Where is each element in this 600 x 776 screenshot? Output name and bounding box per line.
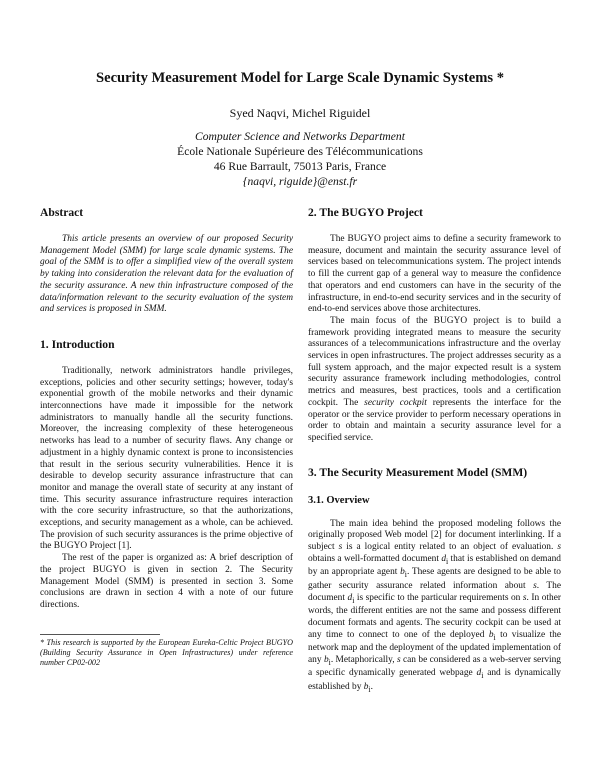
affiliation-email: {naqvi, riguide}@enst.fr	[242, 175, 358, 188]
abstract-text: This article presents an overview of our proposed Security Management Model (SMM) for large scale dynamic systems. The goal of the SMM is to offer a simplified view of the overall system by taking into consideration the relevant data for the evaluation of the security assurance. A new thin infrastructure composed of the data/information relevant to the security evaluation of the system and services is proposed in SMM.	[40, 234, 293, 315]
abstract-heading: Abstract	[40, 206, 84, 219]
right-column	[308, 206, 561, 696]
introduction-heading: 1. Introduction	[40, 337, 115, 351]
bugyo-paragraph: The BUGYO project aims to define a security framework to measure, document and maintain the security assurance level of services based on telecommunications system. The project intends to fill the current gap of a general way to measure the confidence that operators and end customers can have in the security of the infrastructure, in end-to-end security services and in the security of end-to-end services above those architectures.	[308, 234, 561, 315]
left-column	[40, 206, 293, 668]
affiliation-department: Computer Science and Networks Department	[195, 130, 405, 143]
bugyo-section	[308, 206, 561, 445]
introduction-paragraph: Traditionally, network administrators handle privileges, exceptions, policies and other security settings; however, today's exponential growth of the mobile networks and their dynamic interconnections have made it impossible for the network administrators to manually handle all the security functions. Moreover, the increasing complexity of these heterogeneous networks has lead to a number of security flaws. Any change or adjustment in a highly dynamic context is prone to inconsistencies that result in the serious security vulnerabilities. Hence it is desirable to develop security assurance infrastructure that can monitor and manage the overall state of security at any instant of time. This security assurance infrastructure requires interaction with the core security infrastructure, so that the authorizations, exceptions, and security management as a whole, can be achieved. The provision of such security assurances is the prime objective of the BUGYO Project [1].	[40, 365, 293, 552]
bugyo-paragraph: The main focus of the BUGYO project is to build a framework providing integrated means to measure the security assurances of a telecommunications infrastructure and the overlay services in open infrastructures. The project addresses security as a full system approach, and the major expected result is a system security assurance framework including methodologies, control metrics and measures, best practices, tools and a certification cockpit. The security cockpit represents the interface for the operator or the service provider to perform necessary operations in order to obtain and maintain a security assurance level for a specified service.	[308, 315, 561, 443]
footnote: * This research is supported by the European Eureka-Celtic Project BUGYO (Building Security Assurance in Open Infrastructures) under reference number CP02-002	[40, 637, 293, 667]
smm-section	[308, 466, 561, 696]
smm-overview-paragraph: The main idea behind the proposed modeling follows the originally proposed Web model [2] for document interlinking. If a subject s is a logical entity related to an object of evaluation. s obtains a well-formatted document $d_i$ that is established on demand by an appropriate agent $b_i$. These agents are designed to be able to gather security assurance related information about s. The document $d_i$ is specific to the particular requirements on s. In other words, the different entities are not the same and possess different document formats and agents. The security cockpit can be used at any time to connect to one of the deployed $b_i$ to visualize the network map and the deployment of the updated implementation of any $b_i$. Metaphorically, s can be considered as a web-server serving a specific dynamically generated webpage $d_i$ and is dynamically established by $b_i$.	[308, 518, 562, 694]
affiliation	[40, 129, 560, 189]
introduction-paragraph: The rest of the paper is organized as: A brief description of the project BUGYO is given in section 2. The Security Management Model (SMM) is presented in section 3. Some conclusions are drawn in section 4 with a note of our future directions.	[40, 553, 293, 610]
bugyo-heading: 2. The BUGYO Project	[308, 206, 423, 219]
introduction-section	[40, 338, 293, 612]
footnote-divider	[40, 634, 160, 635]
paper-authors: Syed Naqvi, Michel Riguidel	[229, 106, 371, 120]
smm-overview-heading: 3.1. Overview	[308, 494, 370, 506]
paper-title: Security Measurement Model for Large Scale Dynamic Systems *	[95, 70, 504, 86]
affiliation-address: 46 Rue Barrault, 75013 Paris, France	[213, 160, 387, 173]
smm-heading: 3. The Security Measurement Model (SMM)	[308, 465, 528, 479]
abstract-section	[40, 206, 293, 316]
affiliation-school: École Nationale Supérieure des Télécommunications	[177, 145, 423, 158]
